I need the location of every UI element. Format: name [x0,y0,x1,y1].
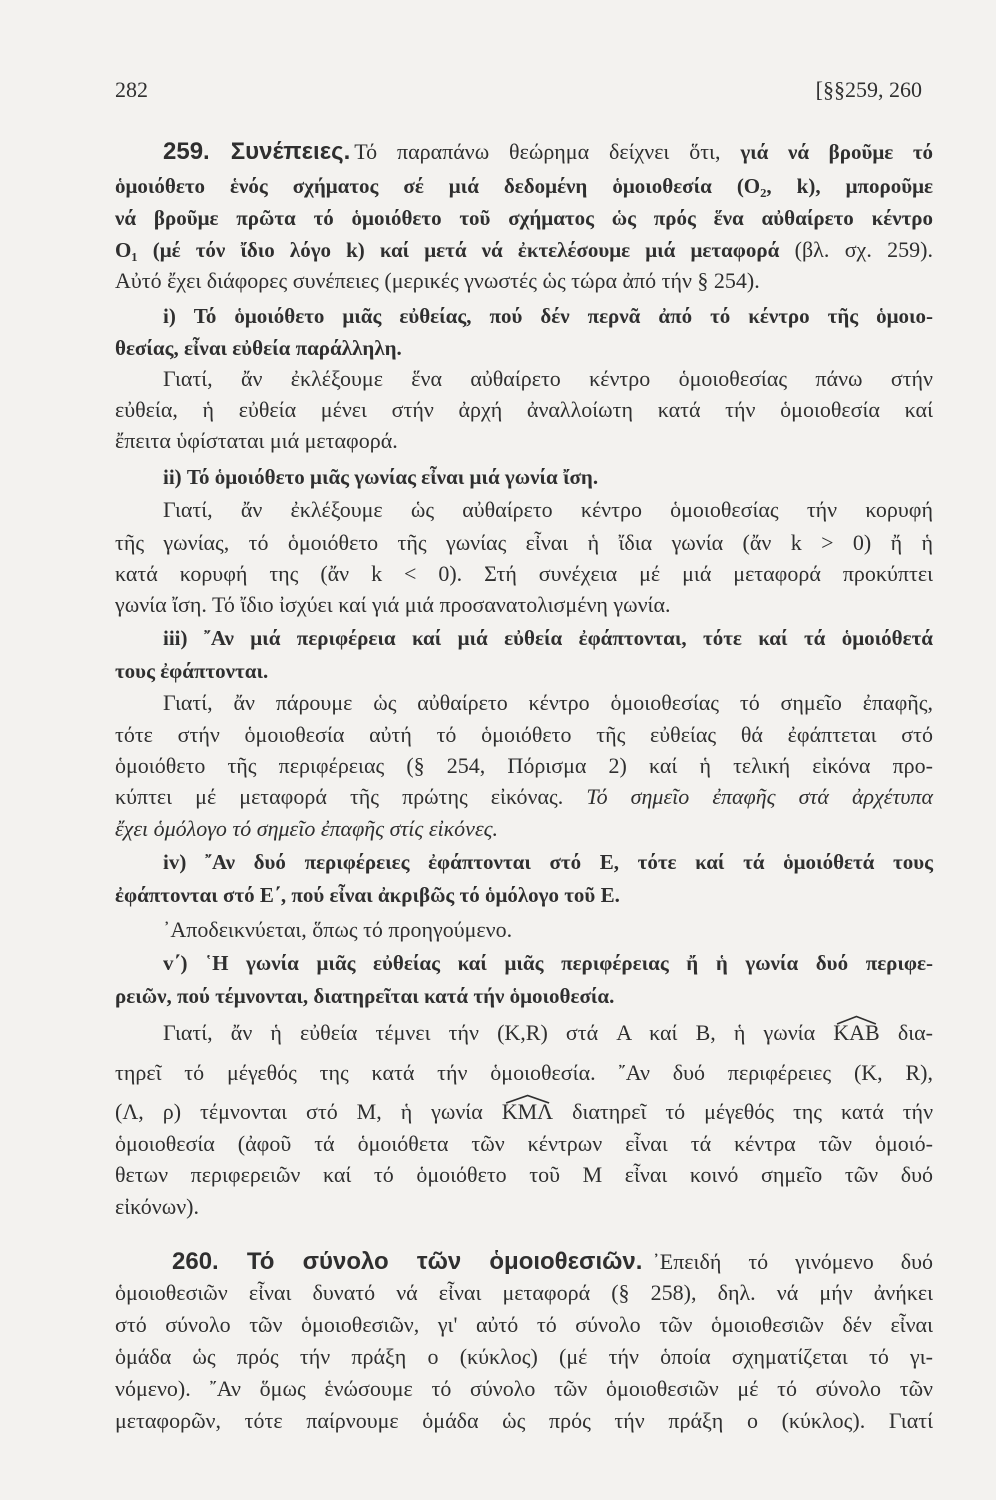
text-line: εὐθεία, ἡ εὐθεία μένει στήν ἀρχή ἀναλλοίωτη κατά τήν ὁμοιοθεσία καί [115,397,933,422]
page-number: 282 [115,77,148,102]
bold-text-line: θεσίας, εἶναι εὐθεία παράλληλη. [115,336,402,360]
proposition-iii: iii) ῎Αν μιά περιφέρεια καί μιά εὐθεία ἐφάπτονται, τότε καί τά ὁμοιόθετά [163,626,933,650]
text-line: Γιατί, ἄν πάρουμε ὡς αὐθαίρετο κέντρο ὁμοιοθεσίας τό σημεῖο ἐπαφῆς, [163,690,933,715]
text-line [163,1018,933,1048]
text-line: τῆς γωνίας, τό ὁμοιόθετο τῆς γωνίας εἶναι ἡ ἴδια γωνία (ἄν k > 0) ἤ ἡ [115,530,933,555]
text-line: ὁμοιοθεσιῶν εἶναι δυνατό νά εἶναι μεταφορά (§ 258), δηλ. νά μήν ἀνήκει [115,1280,933,1305]
bold-text-line: ρειῶν, πού τέμνονται, διατηρεῖται κατά τήν ὁμοιοθεσία. [115,984,615,1008]
text-line: τότε στήν ὁμοιοθεσία αὐτή τό ὁμοιόθετο τῆς εὐθείας θά ἐφάπτεται στό [115,722,933,747]
text-line [163,137,933,167]
angle-letters: KAB [833,1020,880,1045]
text-line: ὁμάδα ὡς πρός τήν πράξη ο (κύκλος) (μέ τήν ὁποία σχηματίζεται τό γι- [115,1344,933,1369]
section-reference: [§§259, 260 [815,77,922,102]
text-line [115,235,933,265]
text-line: ᾿Αποδεικνύεται, ὅπως τό προηγούμενο. [163,917,513,942]
italic-text-segment: Τό σημεῖο ἐπαφῆς στά ἀρχέτυπα [586,784,933,809]
text-line [115,782,933,812]
text-segment: (Λ, ρ) τέμνονται στό M, ἡ γωνία [115,1099,502,1124]
text-line: εἰκόνων). [115,1194,199,1219]
text-line: τηρεῖ τό μέγεθός της κατά τήν ὁμοιοθεσία. ῎Αν δυό περιφέρειες (K, R), [115,1060,933,1085]
text-line [172,1247,933,1277]
bold-text-line: ὁμοιόθετο ἑνός σχήματος σέ μιά δεδομένη ὁμοιοθεσία (O₂, k), μποροῦμε [115,174,933,198]
text-segment: δια- [879,1020,933,1045]
text-segment: κύπτει μέ μεταφορά τῆς πρώτης εἰκόνας. [115,784,587,809]
proposition-iv: iv) ῎Αν δυό περιφέρειες ἐφάπτονται στό E, τότε καί τά ὁμοιόθετά τους [163,850,933,874]
bold-text-line: τους ἐφάπτονται. [115,659,269,683]
bold-text-line: ἐφάπτονται στό E΄, πού εἶναι ἀκριβῶς τό ὁμόλογο τοῦ E. [115,883,620,907]
text-line: κατά κορυφή της (ἄν k < 0). Στή συνέχεια μέ μιά μεταφορά προκύπτει [115,561,933,586]
proposition-ii: ii) Τό ὁμοιόθετο μιᾶς γωνίας εἶναι μιά γωνία ἴση. [163,465,599,489]
angle-label-kab [833,1018,879,1048]
angle-hat-mark [505,1094,550,1104]
proposition-i: i) Τό ὁμοιόθετο μιᾶς εὐθείας, πού δέν περνᾶ ἀπό τό κέντρο τῆς ὁμοιο- [163,304,933,328]
text-line: θετων περιφερειῶν καί τό ὁμοιόθετο τοῦ M εἶναι κοινό σημεῖο τῶν δυό [115,1162,933,1187]
bold-text-line: νά βροῦμε πρῶτα τό ὁμοιόθετο τοῦ σχήματος ὡς πρός ἕνα αὐθαίρετο κέντρο [115,206,933,230]
angle-label-kml [502,1097,553,1127]
text-line: Αὐτό ἔχει διάφορες συνέπειες (μερικές γνωστές ὡς τώρα ἀπό τήν § 254). [115,268,760,293]
text-line: ὁμοιόθετο τῆς περιφέρειας (§ 254, Πόρισμα 2) καί ἡ τελική εἰκόνα προ- [115,753,933,778]
text-segment: ᾿Επειδή τό γινόμενο δυό [652,1249,933,1274]
bold-text-segment: O₁ (μέ τόν ἴδιο λόγο k) καί μετά νά ἐκτελέσουμε μιά μεταφορά [115,238,780,262]
angle-hat-mark [836,1015,877,1025]
section-heading-260: 260. Τό σύνολο τῶν ὁμοιοθεσιῶν. [172,1248,643,1275]
text-line: Γιατί, ἄν ἐκλέξουμε ὡς αὐθαίρετο κέντρο ὁμοιοθεσίας τήν κορυφή [163,497,933,522]
text-segment: Γιατί, ἄν ἡ εὐθεία τέμνει τήν (K,R) στά A καί B, ἡ γωνία [163,1020,834,1045]
text-line: Γιατί, ἄν ἐκλέξουμε ἕνα αὐθαίρετο κέντρο ὁμοιοθεσίας πάνω στήν [163,366,933,391]
angle-letters: KMΛ [501,1099,554,1124]
text-line: μεταφορῶν, τότε παίρνουμε ὁμάδα ὡς πρός τήν πράξη ο (κύκλος). Γιατί [115,1408,933,1433]
text-line: ἔπειτα ὑφίσταται μιά μεταφορά. [115,428,398,453]
text-line: ὁμοιοθεσία (ἀφοῦ τά ὁμοιόθετα τῶν κέντρων εἶναι τά κέντρα τῶν ὁμοιό- [115,1131,933,1156]
italic-text-line: ἔχει ὁμόλογο τό σημεῖο ἐπαφῆς στίς εἰκόνες. [115,816,499,841]
text-line: στό σύνολο τῶν ὁμοιοθεσιῶν, γι' αὐτό τό σύνολο τῶν ὁμοιοθεσιῶν δέν εἶναι [115,1312,933,1337]
text-line: γωνία ἴση. Τό ἴδιο ἰσχύει καί γιά μιά προσανατολισμένη γωνία. [115,592,671,617]
text-segment: διατηρεῖ τό μέγεθός της κατά τήν [553,1099,934,1124]
text-segment: (βλ. σχ. 259). [779,237,933,262]
section-heading-259: 259. Συνέπειες. [163,138,351,165]
bold-text-segment: γιά νά βροῦμε τό [740,140,934,164]
proposition-v: v΄) ῾Η γωνία μιᾶς εὐθείας καί μιᾶς περιφέρειας ἤ ἡ γωνία δυό περιφε- [163,951,933,975]
text-segment: Τό παραπάνω θεώρημα δείχνει ὅτι, [354,139,741,164]
text-line: νόμενο). ῎Αν ὅμως ἑνώσουμε τό σύνολο τῶν ὁμοιοθεσιῶν μέ τό σύνολο τῶν [115,1376,933,1401]
text-line [115,1097,933,1127]
